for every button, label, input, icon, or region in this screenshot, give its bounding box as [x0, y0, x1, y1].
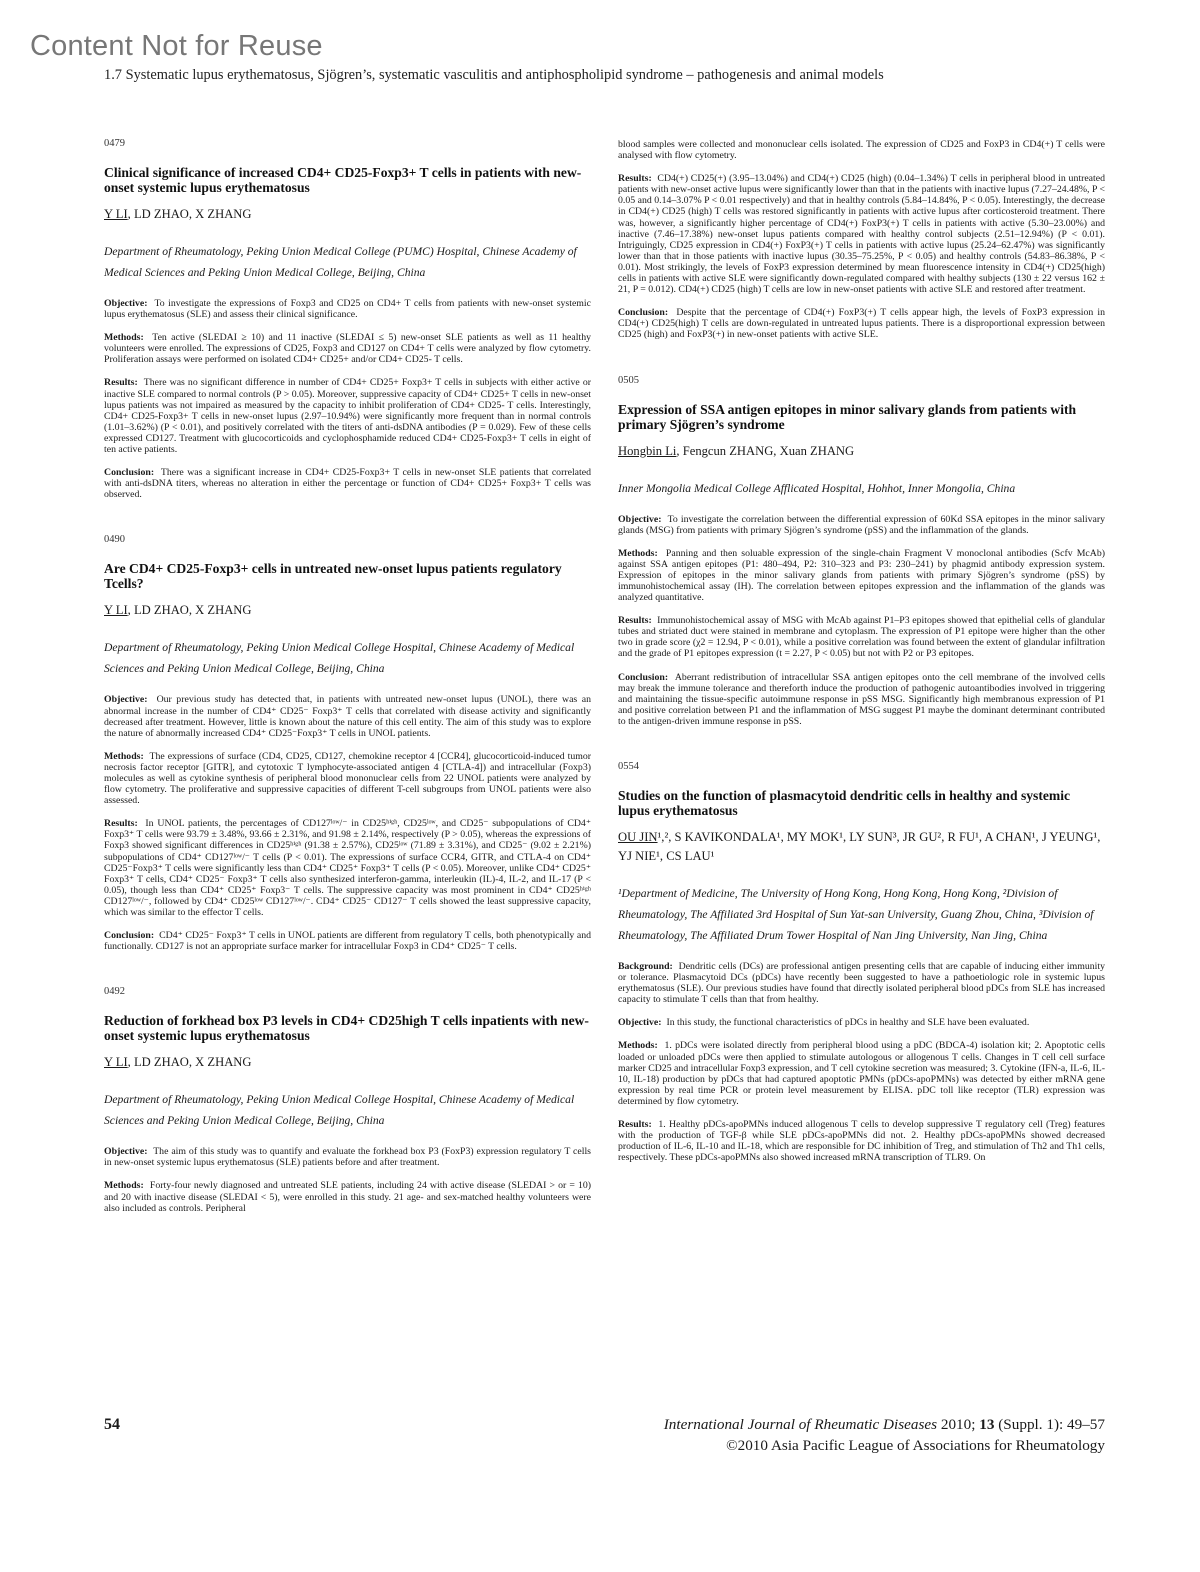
affiliation-3: ³Division of Rheumatology, The Affiliated Drum Tower Hospital of Nan Jing University, Nan Jing, China: [618, 908, 1094, 942]
results-section: [618, 173, 1105, 295]
running-head: 1.7 Systematic lupus erythematosus, Sjögren’s, systematic vasculitis and antiphospholipid syndrome – pathogenesis and animal models: [104, 67, 884, 83]
objective-section: [618, 514, 1105, 536]
methods-text: The expressions of surface (CD4, CD25, CD127, chemokine receptor 4 [CCR4], glucocorticoid-induced tumor necrosis factor receptor [GITR], and cytotoxic T lymphocyte-associated antigen 4 [CTLA-4]) and intracellular (Foxp3) molecules as well as cytokine synthesis of peripheral blood mononuclear cells from 22 UNOL patients were analyzed by flow cytometry. The proliferative and suppressive capacities of different T-cell subgroups from UNOL patients were also assessed.: [104, 750, 591, 807]
conclusion-section: [104, 930, 591, 952]
conclusion-section: [618, 307, 1105, 340]
objective-text: In this study, the functional characteristics of pDCs in healthy and SLE have been evaluated.: [666, 1017, 1030, 1029]
results-text: There was no significant difference in number of CD4+ CD25+ Foxp3+ T cells in subjects with either active or inactive SLE compared to normal controls (P > 0.05). Moreover, suppressive capacity of CD4+ CD25+ T cells in new-onset lupus patients was not impaired as measured by the capacity to inhibit proliferation of CD4+ CD25- T cells. Interestingly, CD4+ CD25-Foxp3+ T cells in new-onset lupus (2.97–10.94%) were significantly more frequent than in normal controls (1.01–3.62%) (P < 0.01), and positively correlated with the titers of anti-dsDNA antibodies (P = 0.029). Few of these cells expressed CD127. Treatment with glucocorticoids and cyclophosphamide reduced CD4+ CD25-Foxp3+ T cells in eight of ten active patients.: [104, 377, 591, 456]
methods-section: [104, 332, 591, 365]
conclusion-label: Conclusion:: [104, 930, 155, 942]
results-label: Results:: [618, 615, 652, 627]
abstract-title: Are CD4+ CD25-Foxp3+ cells in untreated new-onset lupus patients regulatory Tcells?: [104, 561, 562, 592]
abstract-authors: [104, 1053, 591, 1072]
abstract-0490: [104, 534, 591, 952]
abstract-0554: [618, 761, 1105, 1163]
abstract-affiliation: Inner Mongolia Medical College Afflicated Hospital, Hohhot, Inner Mongolia, China: [618, 481, 1016, 495]
results-text: In UNOL patients, the percentages of CD127ˡᵒʷ/⁻ in CD25ʰⁱᵍʰ, CD25ˡᵒʷ, and CD25⁻ subpopulations of CD4⁺ Foxp3⁺ T cells were 93.79 ± 3.48%, 93.66 ± 2.31%, and 91.98 ± 2.14%, respectively (P > 0.05), whereas the expressions of Foxp3 showed significant differences in CD25ʰⁱᵍʰ (91.38 ± 2.57%), CD25ˡᵒʷ (71.89 ± 3.31%), and CD25⁻ (9.02 ± 2.21%) subpopulations of CD4⁺ CD127ˡᵒʷ/⁻ T cells (P < 0.01). The expressions of surface CCR4, GITR, and CTLA-4 on CD4⁺ CD25⁻Foxp3⁺ T cells were significantly less than CD4⁺ CD25⁺ Foxp3⁺ T cells (P < 0.05). Moreover, unlike CD4⁺ CD25⁺ Foxp3⁺ T cells, CD4⁺ CD25⁻ Foxp3⁺ T cells also synthesized interferon-gamma, interleukin (IL)-4, IL-2, and IL-17 (P < 0.05), though less than CD4⁺ CD25⁺ Foxp3⁻ T cells. The suppressive capacity was most prominent in CD4⁺ CD25ʰⁱᵍʰ CD127ˡᵒʷ/⁻, followed by CD4⁺ CD25ˡᵒʷ CD127ˡᵒʷ/⁻. CD4⁺ CD25⁻ CD127⁻ T cells showed the least suppressive capacity, which was similar to the effector T cells.: [104, 818, 592, 918]
watermark: Content Not for Reuse: [30, 30, 323, 62]
objective-text: To investigate the correlation between the differential expression of 60Kd SSA epitopes in the minor salivary glands (MSG) from patients with primary Sjögren’s syndrome (pSS) and the inflammation of the glands.: [618, 513, 1105, 536]
abstract-0505: [618, 375, 1105, 728]
presenting-author: OU JIN: [618, 830, 658, 844]
results-label: Results:: [104, 377, 138, 389]
abstract-id: 0492: [104, 986, 125, 998]
results-text: Immunohistochemical assay of MSG with McAb against P1–P3 epitopes showed that epithelial cells of glandular tubes and striated duct were stained in membrane and cytoplasm. The expression of P1 epitope were higher than the other two in grade score (χ2 = 12.94, P < 0.01), while a positive correlation was found between the extent of glandular infiltration and the grade of P1 epitopes expression (t = 2.27, P < 0.05) but not with P2 or P3 epitopes.: [618, 615, 1106, 660]
abstract-authors: [618, 828, 1105, 866]
abstract-authors: [618, 442, 1105, 461]
abstract-0479: [104, 138, 591, 500]
results-section: [618, 1119, 1105, 1163]
co-authors: , LD ZHAO, X ZHANG: [127, 603, 252, 618]
right-column: [618, 139, 1105, 1175]
abstract-authors: [104, 601, 591, 620]
results-label: Results:: [618, 1119, 652, 1131]
abstract-affiliation: [618, 883, 1105, 946]
presenting-author: Y LI: [104, 1055, 128, 1070]
methods-section: [618, 548, 1105, 603]
conclusion-label: Conclusion:: [618, 671, 669, 683]
methods-section: [618, 1040, 1105, 1107]
abstract-id: 0490: [104, 534, 125, 546]
results-text: 1. Healthy pDCs-apoPMNs induced allogenous T cells to develop suppressive T regulatory cell (Treg) features with the production of TGF-β while SLE pDCs-apoPMNs did not. 2. Healthy pDCs-apoPMNs showed decreased production of IL-6, IL-10 and IL-18, which are responsible for DC inhibition of Treg, and stimulation of Th2 and Th1 cells, respectively. These pDCs-apoPMNs also showed increased mRNA transcription of TLR9. On: [618, 1119, 1105, 1164]
objective-label: Objective:: [618, 1017, 662, 1029]
abstract-0492: [104, 986, 591, 1213]
journal-line: [664, 1414, 1105, 1435]
conclusion-text: There was a significant increase in CD4+ CD25-Foxp3+ T cells in new-onset SLE patients that correlated with anti-dsDNA titers, whereas no alteration in either the percentage or function of CD4+ CD25+ Foxp3+ T cells was observed.: [104, 467, 591, 501]
objective-label: Objective:: [104, 694, 148, 706]
objective-label: Objective:: [104, 298, 148, 309]
methods-label: Methods:: [104, 1180, 144, 1192]
objective-label: Objective:: [104, 1146, 148, 1158]
background-section: [618, 961, 1105, 1005]
affiliation-1: ¹Department of Medicine, The University of Hong Kong, Hong Kong, Hong Kong,: [618, 887, 1000, 900]
journal-year: 2010;: [937, 1416, 980, 1433]
abstract-authors: [104, 205, 591, 224]
background-text: Dendritic cells (DCs) are professional antigen presenting cells that are capable of inducing either immunity or tolerance. Plasmacytoid DCs (pDCs) have recently been suggested to have a pathoetiologic role in systemic lupus erythematosus (SLE). Our previous studies have found that directly isolated peripheral blood pDCs from SLE has increased capacity to stimulate T cells than that from healthy.: [618, 961, 1105, 1006]
co-authors: , LD ZHAO, X ZHANG: [127, 207, 252, 221]
abstract-affiliation: Department of Rheumatology, Peking Union Medical College (PUMC) Hospital, Chinese Academy of Medical Sciences and Peking Union Medical College, Beijing, China: [104, 245, 577, 279]
presenting-author: Y LI: [104, 603, 128, 618]
abstract-title: Reduction of forkhead box P3 levels in CD4+ CD25high T cells inpatients with new-onset systemic lupus erythematosus: [104, 1013, 589, 1044]
conclusion-label: Conclusion:: [104, 467, 155, 479]
co-authors: , LD ZHAO, X ZHANG: [127, 1055, 252, 1070]
presenting-author: Hongbin Li: [618, 443, 677, 458]
page-number: 54: [104, 1416, 120, 1433]
objective-section: [104, 694, 591, 738]
objective-section: [104, 1146, 591, 1168]
abstract-title: Expression of SSA antigen epitopes in minor salivary glands from patients with primary Sjögren’s syndrome: [618, 401, 1077, 432]
abstract-title: Studies on the function of plasmacytoid dendritic cells in healthy and systemic lupus erythematosus: [618, 788, 1071, 818]
methods-label: Methods:: [618, 547, 658, 559]
conclusion-section: [104, 467, 591, 500]
copyright: ©2010 Asia Pacific League of Associations for Rheumatology: [726, 1437, 1105, 1454]
conclusion-text: Aberrant redistribution of intracellular SSA antigen epitopes onto the cell membrane of the involved cells may break the immune tolerance and thereforth induce the production of pathogenic autoantibodies involved in triggering and maintaining the tissue-specific autoimmune response in pSS MSG. Significantly high membranous expression of P1 and positive correlation between P1 and the inflammation of MSG suggest P1 maybe the dominant determinant contributed to the antigen-driven immune response in pSS.: [618, 671, 1106, 727]
conclusion-text: CD4⁺ CD25⁻ Foxp3⁺ T cells in UNOL patients are different from regulatory T cells, both phenotypically and functionally. CD127 is not an appropriate surface marker for intracellular Foxp3 in CD4⁺ CD25⁻ T cells.: [104, 930, 591, 953]
abstract-id: 0554: [618, 761, 639, 772]
methods-text: Forty-four newly diagnosed and untreated SLE patients, including 24 with active disease (SLEDAI > or = 10) and 20 with inactive disease (SLEDAI < 5), were enrolled in this study. 21 age- and sex-matched healthy volunteers were also included as controls. Peripheral: [104, 1180, 592, 1214]
results-section: [618, 615, 1105, 659]
journal-issue: (Suppl. 1): 49–57: [994, 1416, 1105, 1433]
methods-label: Methods:: [104, 750, 144, 762]
methods-continued: blood samples were collected and mononuclear cells isolated. The expression of CD25 and FoxP3 in CD4(+) T cells were analysed with flow cytometry.: [618, 139, 1105, 162]
abstract-affiliation: Department of Rheumatology, Peking Union Medical College Hospital, Chinese Academy of Medical Sciences and Peking Union Medical College, Beijing, China: [104, 1093, 575, 1128]
methods-label: Methods:: [104, 332, 144, 344]
conclusion-section: [618, 672, 1105, 727]
methods-section: [104, 1180, 591, 1213]
methods-text: Ten active (SLEDAI ≥ 10) and 11 inactive (SLEDAI ≤ 5) new-onset SLE patients as well as 11 healthy volunteers were enrolled. The expressions of CD25, Foxp3 and CD127 on CD4+ T cells were analyzed by flow cytometry. Proliferation assays were performed on isolated CD4+ CD25+ and/or CD4+ CD25- T cells.: [104, 332, 591, 366]
co-authors: ¹,², S KAVIKONDALA¹, MY MOK¹, LY SUN³, JR GU², R FU¹, A CHAN¹, J YEUNG¹, YJ NIE¹, CS LAU¹: [618, 830, 1101, 863]
abstract-id: 0479: [104, 138, 125, 149]
objective-text: To investigate the expressions of Foxp3 and CD25 on CD4+ T cells from patients with new-onset systemic lupus erythematosus (SLE) and assess their clinical significance.: [104, 298, 591, 321]
objective-section: [618, 1017, 1105, 1028]
methods-text: Panning and then soluable expression of the single-chain Fragment V monoclonal antibodies (Scfv McAb) against SSA antigen epitopes (P1: 480–494, P2: 310–323 and P3: 230–241) by phagmid antibody expression system. Expression of epitopes in the minor salivary glands from patients with primary Sjögren’s syndrome (pSS) by immunohistochemical assay (IH). The correlation between epitopes expression and the inflammation of the glands was analyzed quantitative.: [618, 547, 1105, 604]
abstract-title: Clinical significance of increased CD4+ CD25-Foxp3+ T cells in patients with new-onset systemic lupus erythematosus: [104, 165, 582, 195]
conclusion-label: Conclusion:: [618, 307, 669, 319]
journal-citation: [664, 1414, 1105, 1456]
objective-text: Our previous study has detected that, in patients with untreated new-onset lupus (UNOL), there was an abnormal increase in the number of CD4⁺ CD25⁻ Foxp3⁺ T cells that correlated with disease activity and significantly decreased after treatment. However, little is known about the nature of this cell entity. The aim of this study was to explore the nature of abnormally increased CD4⁺ CD25⁻Foxp3⁺ T cells in UNOL patients.: [104, 694, 591, 739]
co-authors: , Fengcun ZHANG, Xuan ZHANG: [676, 443, 855, 458]
conclusion-text: Despite that the percentage of CD4(+) FoxP3(+) T cells appear high, the levels of FoxP3 expression in CD4(+) CD25(high) T cells are down-regulated in untreated lupus patients. There is a disproportional expression between CD25 (high) and FoxP3(+) in new-onset patients with active SLE.: [618, 307, 1106, 341]
objective-text: The aim of this study was to quantify and evaluate the forkhead box P3 (FoxP3) expression regulatory T cells in new-onset systemic lupus erythematosus (SLE) patients before and after treatment.: [104, 1146, 591, 1169]
results-text: CD4(+) CD25(+) (3.95–13.04%) and CD4(+) CD25 (high) (0.04–1.34%) T cells in peripheral blood in untreated patients with new-onset active lupus were significantly lower than that in the patients with inactive lupus (7.27–24.48%, P < 0.05 and 0.14–3.07% P < 0.01 respectively) and that in healthy controls (5.84–14.84%, P < 0.05). Interestingly, the decrease in CD4(+) CD25 (high) T cells was restored significantly in patients with active lupus after corticosteroid treatment. There was, however, a significantly higher percentage of CD4(+) FoxP3(+) T cells in patients with active (5.30–23.00%) and inactive (7.46–17.38%) new-onset lupus patients compared with healthy control subjects (2.51–12.94%) (P < 0.01). Intriguingly, CD25 expression in CD4(+) FoxP3(+) T cells in patients with active lupus (25.24–62.47%) was significantly lower than that in those patients with inactive lupus (30.35–75.25%, P < 0.05) and healthy controls (54.83–86.38%, P < 0.01). Most strikingly, the levels of FoxP3 expression determined by mean fluorescence intensity in CD4(+) CD25(high) cells in patients with active SLE were significantly down-regulated compared with healthy subjects (130 ± 22 versus 162 ± 21, P = 0.012). CD4(+) CD25 (high) T cells are low in new-onset patients with active SLE and restored after treatment.: [618, 173, 1106, 296]
presenting-author: Y LI: [104, 207, 128, 221]
abstract-0492-continued: [618, 139, 1105, 341]
methods-section: [104, 751, 591, 806]
objective-section: [104, 298, 591, 320]
journal-volume: 13: [979, 1416, 995, 1433]
affiliation-2: ²Division of Rheumatology, The Affiliated 3rd Hospital of Sun Yat-san University, Guang Zhou, China,: [618, 887, 1058, 921]
background-label: Background:: [618, 961, 673, 972]
results-label: Results:: [104, 818, 138, 830]
left-column: [104, 138, 591, 1226]
objective-label: Objective:: [618, 513, 662, 525]
results-label: Results:: [618, 173, 652, 185]
abstract-id: 0505: [618, 374, 639, 386]
results-section: [104, 377, 591, 455]
abstract-affiliation: Department of Rheumatology, Peking Union Medical College Hospital, Chinese Academy of Medical Sciences and Peking Union Medical College, Beijing, China: [104, 641, 575, 676]
results-section: [104, 818, 591, 918]
methods-text: 1. pDCs were isolated directly from peripheral blood using a pDC (BDCA-4) isolation kit; 2. Apoptotic cells loaded or unloaded pDCs were then applied to stimulate autologous or allogenous T cells. Changes in T cell cell surface marker CD25 and intracellular Foxp3 expression, and T cell cytokine secretion was measured; 3. Cytokine (IFN-a, IL-6, IL-10, IL-18) production by pDCs that had captured apoptotic PMNs (pDCs-apoPMNs) was detected by either mRNA gene expression by real time PCR or protein level measurement by ELISA. pDC toll like receptor (TLR) expression was determined by flow cytometry.: [618, 1040, 1106, 1107]
methods-label: Methods:: [618, 1040, 658, 1052]
journal-name: International Journal of Rheumatic Diseases: [663, 1416, 938, 1433]
